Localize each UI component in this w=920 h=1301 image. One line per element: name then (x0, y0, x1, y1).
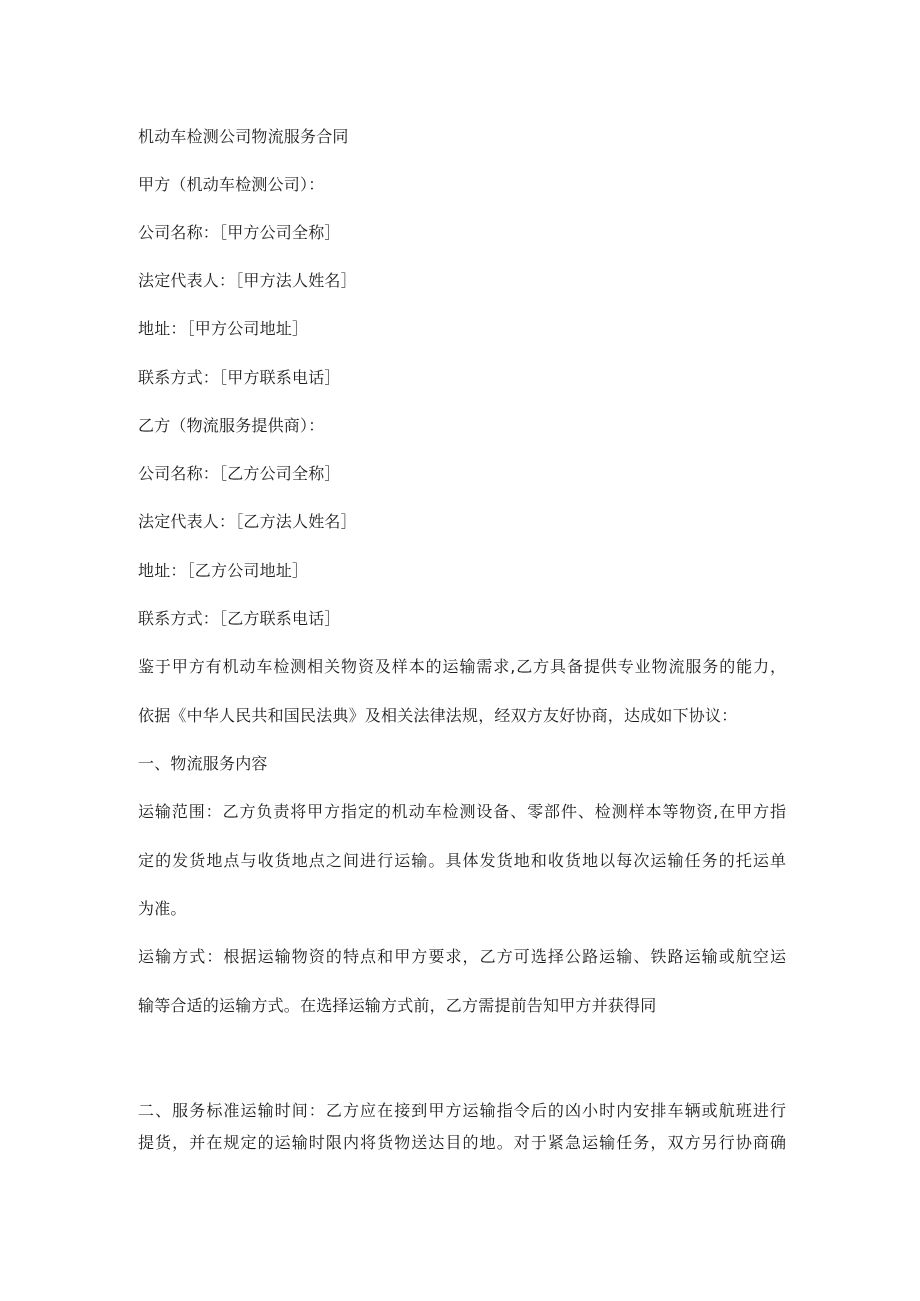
party-a-legal-rep: 法定代表人：［甲方法人姓名］ (138, 271, 357, 290)
method-paragraph-line: 输等合适的运输方式。在选择运输方式前，乙方需提前告知甲方并获得同 (138, 996, 657, 1015)
party-a-company-name: 公司名称：［甲方公司全称］ (138, 223, 341, 242)
party-a-address: 地址：［甲方公司地址］ (138, 319, 309, 338)
section-2-paragraph-line: 二、服务标准运输时间：乙方应在接到甲方运输指令后的凶小时内安排车辆或航班进行 (138, 1101, 786, 1120)
scope-paragraph-line: 定的发货地点与收货地点之间进行运输。具体发货地和收货地以每次运输任务的托运单 (138, 851, 786, 870)
party-b-contact: 联系方式：［乙方联系电话］ (138, 609, 341, 628)
scope-paragraph-line: 为准。 (138, 899, 187, 918)
scope-paragraph-line: 运输范围：乙方负责将甲方指定的机动车检测设备、零部件、检测样本等物资,在甲方指 (138, 802, 786, 821)
method-paragraph-line: 运输方式：根据运输物资的特点和甲方要求，乙方可选择公路运输、铁路运输或航空运 (138, 947, 786, 966)
section-2-paragraph-line: 提货，并在规定的运输时限内将货物送达目的地。对于紧急运输任务，双方另行协商确 (138, 1133, 786, 1152)
section-1-heading: 一、物流服务内容 (138, 754, 268, 773)
preamble-line: 鉴于甲方有机动车检测相关物资及样本的运输需求,乙方具备提供专业物流服务的能力， (138, 657, 786, 676)
party-a-heading: 甲方（机动车检测公司）： (138, 175, 325, 194)
party-a-contact: 联系方式：［甲方联系电话］ (138, 368, 341, 387)
document-title: 机动车检测公司物流服务合同 (138, 127, 349, 146)
party-b-heading: 乙方（物流服务提供商）： (138, 416, 325, 435)
preamble-line: 依据《中华人民共和国民法典》及相关法律法规，经双方友好协商，达成如下协议： (138, 706, 738, 725)
party-b-legal-rep: 法定代表人：［乙方法人姓名］ (138, 512, 357, 531)
party-b-address: 地址：［乙方公司地址］ (138, 561, 309, 580)
party-b-company-name: 公司名称：［乙方公司全称］ (138, 464, 341, 483)
